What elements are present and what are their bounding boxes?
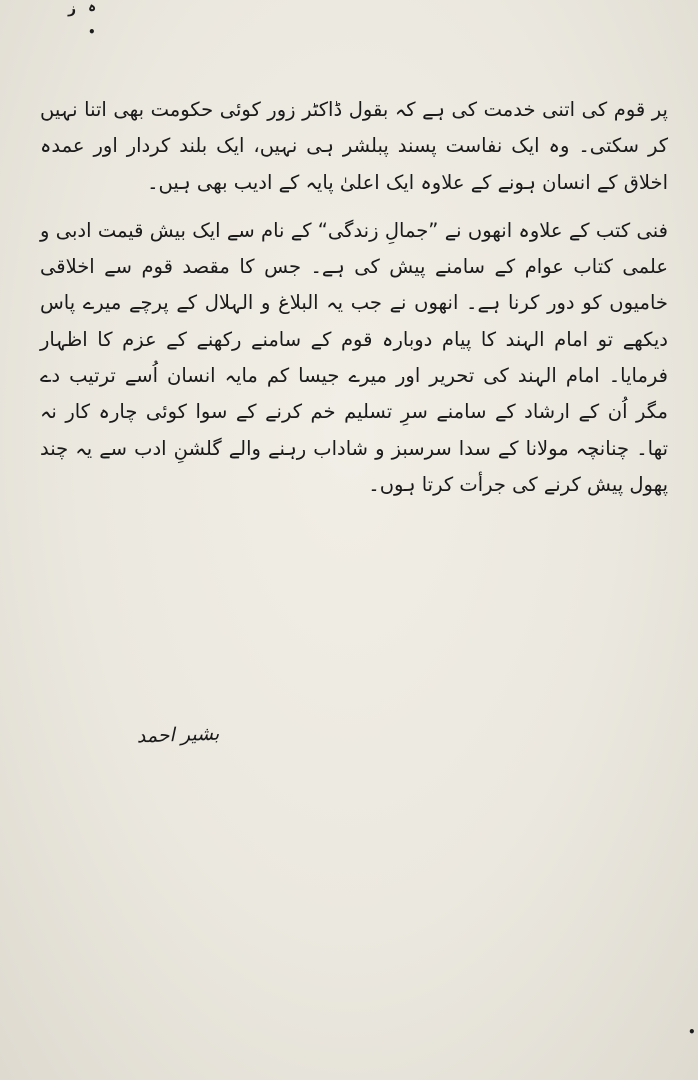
body-text xyxy=(40,92,668,503)
corner-ink-mark: ہ xyxy=(88,0,97,15)
corner-ink-dot: • xyxy=(688,1025,696,1039)
corner-ink-dot: • xyxy=(88,25,96,39)
corner-ink-mark: ز xyxy=(68,1,77,17)
author-signature: بشیر احمد xyxy=(136,722,220,748)
paragraph-2: فنی کتب کے علاوہ انھوں نے ”جمالِ زندگی“ کے نام سے ایک بیش قیمت ادبی و علمی کتاب عوام کے سامنے پیش کی ہے۔ جس کا مقصد قوم سے اخلاقی خامیوں کو دور کرنا ہے۔ انھوں نے جب یہ البلاغ و الہلال کے پرچے میرے پاس دیکھے تو امام الہند کا پیام دوبارہ قوم کے سامنے رکھنے کے عزم کا اظہار فرمایا۔ امام الہند کی تحریر اور میرے جیسا کم مایہ انسان اُسے ترتیب دے مگر اُن کے ارشاد کے سامنے سرِ تسلیم خم کرنے کے سوا کوئی چارہ کار نہ تھا۔ چنانچہ مولانا کے سدا سرسبز و شاداب رہنے والے گلشنِ ادب سے یہ چند پھول پیش کرنے کی جرأت کرتا ہوں۔ xyxy=(40,218,668,496)
paragraph-1: پر قوم کی اتنی خدمت کی ہے کہ بقول ڈاکٹر زور کوئی حکومت بھی اتنا نہیں کر سکتی۔ وہ ایک نفاست پسند پبلشر ہی نہیں، ایک بلند کردار اور عمدہ اخلاق کے انسان ہونے کے علاوہ ایک اعلیٰ پایہ کے ادیب بھی ہیں۔ xyxy=(40,98,668,194)
